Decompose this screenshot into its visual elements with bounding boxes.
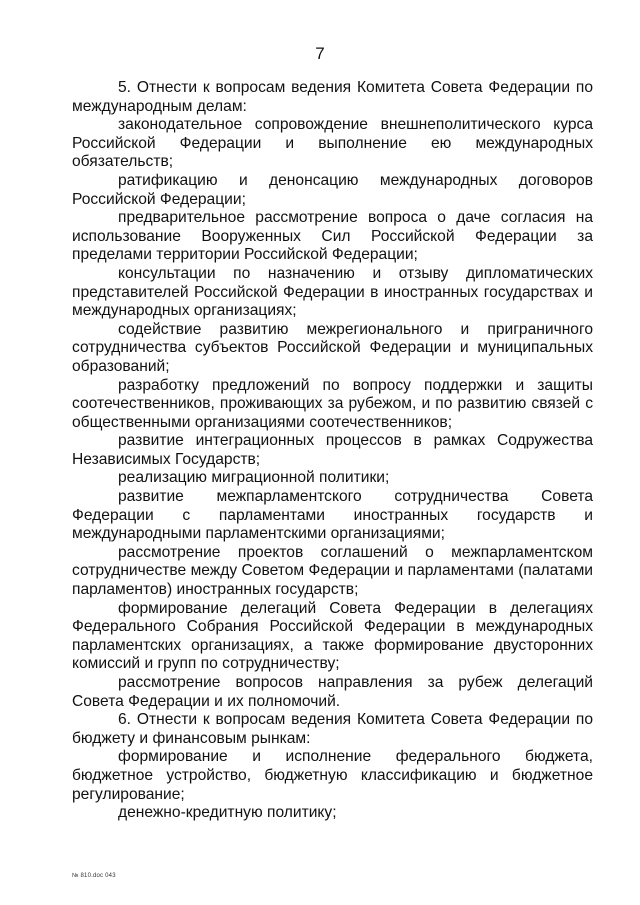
paragraph-agreement-drafts: рассмотрение проектов соглашений о межпарламентском сотрудничестве между Советом Федерации и парламентами (палатами парламентов) иностранных государств; (72, 543, 593, 599)
paragraph-interparliamentary-cooperation: развитие межпарламентского сотрудничества Совета Федерации с парламентами иностранных государств и международными парламентскими организациями; (72, 488, 593, 543)
paragraph-delegations-forming: формирование делегаций Совета Федерации в делегациях Федерального Собрания Российской Федерации в международных парламентских организациях, а также формирование двусторонних комиссий и групп по сотрудничеству; (72, 599, 593, 673)
paragraph-interregional-cooperation: содействие развитию межрегионального и приграничного сотрудничества субъектов Российской Федерации и муниципальных образований; (72, 320, 593, 375)
paragraph-diplomatic-consultations: консультации по назначению и отзыву дипломатических представителей Российской Федерации в иностранных государствах и международных организациях; (72, 264, 593, 320)
footer-file-code: № 810.doc 043 (72, 873, 116, 879)
paragraph-monetary-policy: денежно-кредитную политику; (118, 804, 337, 822)
paragraph-item-6-heading: 6. Отнести к вопросам ведения Комитета Совета Федерации по бюджету и финансовым рынкам: (72, 711, 593, 747)
paragraph-federal-budget: формирование и исполнение федерального бюджета, бюджетное устройство, бюджетную классификацию и бюджетное регулирование; (72, 748, 593, 803)
paragraph-item-5-heading: 5. Отнести к вопросам ведения Комитета Совета Федерации по международным делам: (72, 79, 593, 115)
paragraph-legislative-support: законодательное сопровождение внешнеполитического курса Российской Федерации и выполнение ею международных обязательств; (72, 116, 593, 171)
page-number: 7 (315, 44, 325, 63)
document-body (72, 79, 593, 823)
paragraph-cis-integration: развитие интеграционных процессов в рамках Содружества Независимых Государств; (72, 432, 593, 468)
paragraph-ratification: ратификацию и денонсацию международных договоров Российской Федерации; (72, 171, 593, 208)
paragraph-compatriots-support: разработку предложений по вопросу поддержки и защиты соотечественников, проживающих за рубежом, и по развитию связей с общественными организациями соотечественников; (72, 376, 593, 431)
paragraph-armed-forces-consent: предварительное рассмотрение вопроса о даче согласия на использование Вооруженных Сил Российской Федерации за пределами территории Российской Федерации; (72, 209, 593, 264)
paragraph-migration-policy: реализацию миграционной политики; (118, 469, 390, 487)
paragraph-delegations-abroad: рассмотрение вопросов направления за рубеж делегаций Совета Федерации и их полномочий. (72, 674, 593, 710)
